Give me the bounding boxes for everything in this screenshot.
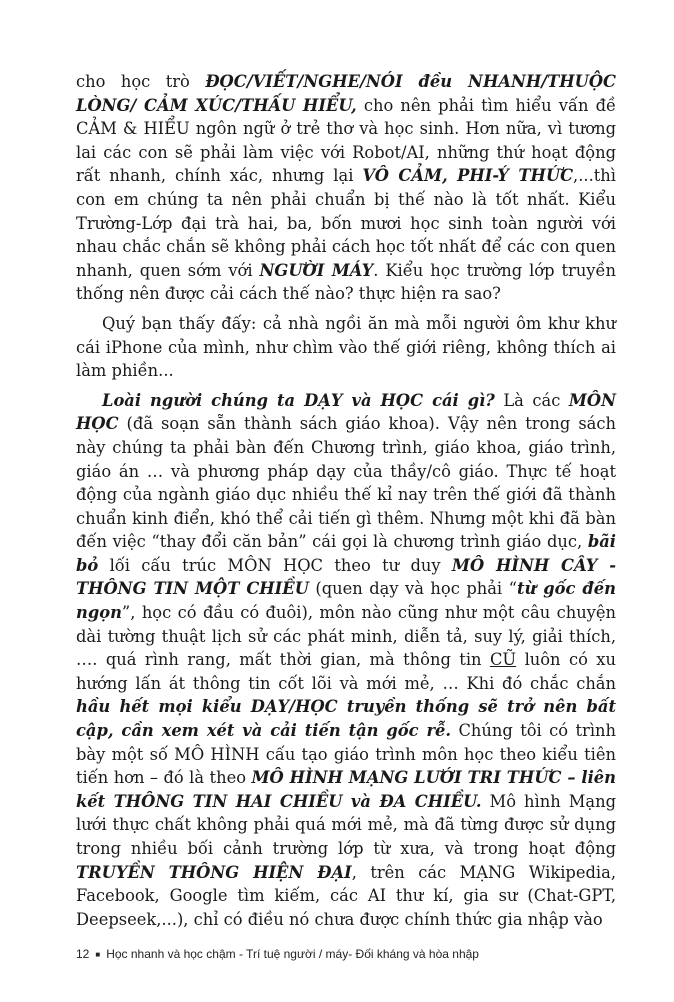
paragraph-text: cho học trò [76, 72, 206, 91]
page-footer [76, 947, 616, 961]
emphasis-text: TRUYỀN THÔNG HIỆN ĐẠI [76, 862, 352, 882]
paragraph-text: Quý bạn thấy đấy: cả nhà ngồi ăn mà mỗi người ôm khư khư cái iPhone của mình, như chìm vào thế giới riêng, không thích ai làm phiền... [76, 313, 616, 381]
emphasis-text: từ gốc đến ngọn [76, 579, 616, 623]
paragraph-text: ,...thì con em chúng ta nên phải chuẩn bị thế nào là tốt nhất. Kiểu Trường-Lớp đại trà hai, ba, bốn mươi học sinh toàn người với nhau chắc chắn sẽ không phải cách học tốt nhất để các con quen nhanh, quen sớm với [76, 166, 616, 280]
emphasis-text: ĐỌC/VIẾT/NGHE/NÓI đều NHANH/THUỘC LÒNG/ CẢM XÚC/THẤU HIỂU, [76, 72, 617, 115]
body-text [76, 70, 616, 937]
footer-bullet-icon: ■ [95, 950, 101, 959]
emphasis-text: hầu hết mọi kiểu DẠY/HỌC truyền thống sẽ trở nên bất cập, cần xem xét và cải tiến tận gốc rễ. [76, 697, 616, 741]
paragraph-text: ”, học có đầu có đuôi), môn nào cũng như một câu chuyện dài tường thuật lịch sử các phát minh, diễn tả, suy lý, giải thích, …. quá rình rang, mất thời gian, mà thông tin [76, 603, 616, 670]
emphasis-text: NGƯỜI MÁY [259, 260, 374, 280]
paragraph [76, 312, 616, 383]
paragraph-text: . Kiểu học trường lớp truyền thống nên được cải cách thế nào? thực hiện ra sao? [76, 260, 617, 304]
paragraph-text: (quen dạy và học phải “ [308, 579, 517, 599]
paragraph [76, 70, 616, 306]
paragraph [76, 389, 616, 932]
paragraph-text: lối cấu trúc MÔN HỌC theo tư duy [98, 555, 452, 575]
underlined-text: CŨ [489, 650, 517, 670]
paragraph-text: , trên các MẠNG Wikipedia, Facebook, Google tìm kiếm, các AI thư kí, gia sư (Chat-GPT, Deepseek,...), chỉ có điều nó chưa được chính thức gia nhập vào [76, 862, 616, 929]
paragraph-text: Là các [494, 390, 569, 410]
paragraph-text: Chúng tôi có trình bày một số MÔ HÌNH cấu tạo giáo trình môn học theo kiểu tiên tiến hơn – đó là theo [76, 721, 616, 788]
running-title: Học nhanh và học chậm - Trí tuệ người / máy- Đối kháng và hòa nhập [106, 947, 479, 961]
emphasis-text: VÔ CẢM, PHI-Ý THỨC [362, 166, 574, 186]
emphasis-text: bãi bỏ [76, 532, 616, 575]
emphasis-text: MÔ HÌNH MẠNG LƯỚI TRI THỨC – liên kết THÔNG TIN HAI CHIỀU và ĐA CHIỀU. [76, 768, 617, 811]
emphasis-text: Loài người chúng ta DẠY và HỌC cái gì? [102, 390, 495, 410]
paragraph-text: Mô hình Mạng lưới thực chất không phải quá mới mẻ, mà đã từng được sử dụng trong nhiều bối cảnh trường lớp từ xưa, và trong hoạt động [76, 791, 616, 858]
paragraph-text: luôn có xu hướng lấn át thông tin cốt lõi và mới mẻ, … Khi đó chắc chắn [76, 650, 616, 693]
page-number: 12 [76, 947, 90, 961]
paragraph-text: cho nên phải tìm hiểu vấn đề CẢM & HIỂU ngôn ngữ ở trẻ thơ và học sinh. Hơn nữa, vì tương lai các con sẽ phải làm việc với Robot/AI, những thứ hoạt động rất nhanh, chính xác, nhưng lại [76, 95, 617, 186]
emphasis-text: MÔN HỌC [76, 390, 616, 434]
emphasis-text: MÔ HÌNH CÂY - THÔNG TIN MỘT CHIỀU [76, 555, 616, 599]
paragraph-text: (đã soạn sẵn thành sách giáo khoa). Vậy nên trong sách này chúng ta phải bàn đến Chương trình, giáo khoa, giáo trình, giáo án … và phương pháp dạy của thầy/cô giáo. Thực tế hoạt động của ngành giáo dục nhiều thế kỉ nay trên thế giới đã thành chuẩn kinh điển, khó thể cải tiến gì thêm. Nhưng một khi đã bàn đến việc “thay đổi căn bản” cái gọi là chương trình giáo dục, [76, 414, 616, 552]
